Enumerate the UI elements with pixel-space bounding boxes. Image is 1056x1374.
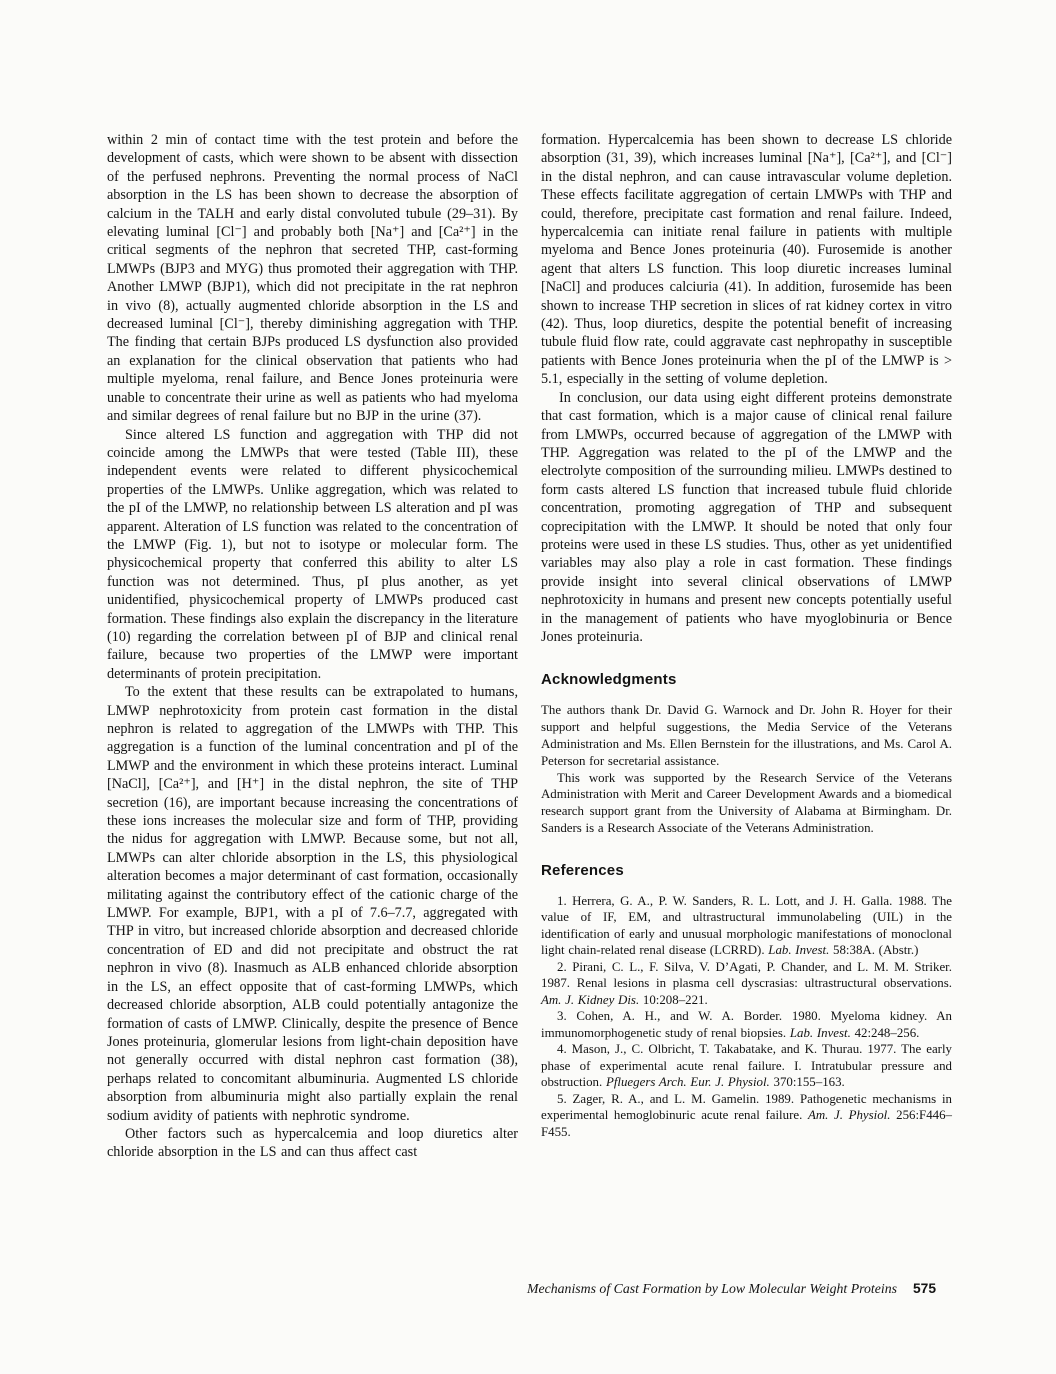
reference-text: 4. Mason, J., C. Olbricht, T. Takabatake, and K. Thurau. 1977. The early phase of experimental acute renal failure. I. Intratubular pressure and obstruction. [541, 1042, 952, 1090]
acknowledgments-heading: Acknowledgments [541, 671, 677, 689]
reference-journal: Am. J. Physiol. [807, 1108, 891, 1123]
reference-item [541, 1008, 952, 1041]
reference-item [541, 1041, 952, 1091]
references-section [541, 862, 952, 1141]
body-paragraph: Other factors such as hypercalcemia and loop diuretics alter chloride absorption in the LS and can thus affect cast [107, 1125, 518, 1161]
reference-text: 3. Cohen, A. H., and W. A. Border. 1980. Myeloma kidney. An immunomorphogenetic study of renal biopsies. [541, 1009, 952, 1040]
reference-locator: 10:208–221. [639, 992, 708, 1007]
page-footer [527, 1280, 936, 1298]
page-content [107, 131, 952, 1162]
body-paragraph: within 2 min of contact time with the test protein and before the development of casts, which were shown to be absent with dissection of the perfused nephrons. Preventing the normal process of NaCl absorption in the LS has been shown to decrease the absorption of calcium in the TALH and early distal convoluted tubule (29–31). By elevating luminal [Cl⁻] and probably both [Na⁺] and [Ca²⁺] in the critical segments of the nephron that secreted THP, cast-forming LMWPs (BJP3 and MYG) thus promoted their aggregation with THP. Another LMWP (BJP1), which did not precipitate in the rat nephron in vivo (8), actually augmented chloride absorption in the LS and decreased luminal [Cl⁻], thereby diminishing aggregation with THP. The finding that certain BJPs produced LS dysfunction also provided an explanation for the clinical observation that patients who had multiple myeloma, renal failure, and Bence Jones proteinuria were unable to concentrate their urine as well as patients who had myeloma and similar degrees of renal failure but no BJP in the urine (37). [107, 132, 518, 425]
reference-journal: Lab. Invest. [789, 1025, 851, 1040]
page-number: 575 [912, 1281, 936, 1296]
body-paragraph: Since altered LS function and aggregation with THP did not coincide among the LMWPs that were tested (Table III), these independent events were related to different physicochemical properties of the LMWPs. Unlike aggregation, which was related to the pI of the LMWP, no relationship between LS alteration and pI was apparent. Alteration of LS function was related to the concentration of the LMWP (Fig. 1), but not to isotype or molecular form. The physicochemical property that conferred this ability to alter LS function was not determined. Thus, pI plus another, as yet unidentified, physicochemical property of LMWPs produced cast formation. These findings also explain the discrepancy in the literature (10) regarding the correlation between pI of BJP and clinical renal failure, because two properties of the LMWP were important determinants of protein precipitation. [107, 426, 518, 682]
reference-locator: 42:248–256. [850, 1025, 920, 1040]
reference-text: 5. Zager, R. A., and L. M. Gamelin. 1989. Pathogenetic mechanisms in experimental hemoglobinuric acute renal failure. [541, 1091, 952, 1123]
reference-text: 1. Herrera, G. A., P. W. Sanders, R. L. Lott, and J. H. Galla. 1988. The value of IF, EM, and ultrastructural immunolabeling (UIL) in the identification of early and unusual morphologic manifestations of monoclonal light chain-related renal disease (LCRRD). [541, 893, 952, 958]
reference-item [541, 1091, 952, 1141]
left-column [107, 131, 518, 1162]
acknowledgments-paragraph: The authors thank Dr. David G. Warnock and Dr. John R. Hoyer for their support and helpful suggestions, the Media Service of the Veterans Administration and Ms. Ellen Bernstein for the illustrations, and Ms. Carol A. Peterson for secretarial assistance. [541, 703, 952, 768]
acknowledgments-body [541, 702, 952, 836]
reference-locator: 256:F446–F455. [541, 1108, 952, 1139]
reference-journal: Pfluegers Arch. Eur. J. Physiol. [605, 1075, 770, 1090]
body-paragraph: In conclusion, our data using eight different proteins demonstrate that cast formation, which is a major cause of clinical renal failure from LMWPs, occurred because of aggregation of the LMWP with THP. Aggregation was related to the pI of the LMWP and the electrolyte composition of the surrounding milieu. LMWPs destined to form casts altered LS function that increased tubule fluid chloride concentration, promoting aggregation of THP and subsequent coprecipitation with the LMWP. It should be noted that only four proteins were used in these LS studies. Thus, other as yet unidentified variables may also play a role in cast formation. These findings provide insight into several clinical observations of LMWP nephrotoxicity in humans and present new concepts potentially useful in the management of patients who have myoglobinuria or Bence Jones proteinuria. [541, 389, 952, 645]
references-heading: References [541, 861, 624, 879]
reference-text: 2. Pirani, C. L., F. Silva, V. D’Agati, P. Chander, and L. M. M. Striker. 1987. Renal lesions in plasma cell dyscrasias: ultrastructural observations. [541, 959, 952, 991]
reference-journal: Lab. Invest. [768, 943, 830, 958]
body-paragraph: formation. Hypercalcemia has been shown to decrease LS chloride absorption (31, 39), which increases luminal [Na⁺], [Ca²⁺], and [Cl⁻] in the distal nephron, and can cause intravascular volume depletion. These effects facilitate aggregation of certain LMWPs with THP and could, therefore, precipitate cast formation and renal failure. Indeed, hypercalcemia can initiate renal failure in patients with multiple myeloma and Bence Jones proteinuria (40). Furosemide is another agent that alters LS function. This loop diuretic increases luminal [NaCl] and produces calciuria (41). In addition, furosemide has been shown to increase THP secretion in slices of rat kidney cortex in vitro (42). Thus, loop diuretics, despite the potential benefit of increasing tubule fluid flow rate, could aggravate cast nephropathy in susceptible patients with Bence Jones proteinuria when the pI of the LMWP is > 5.1, especially in the setting of volume depletion. [541, 132, 952, 388]
reference-item [541, 893, 952, 959]
reference-locator: 370:155–163. [769, 1075, 845, 1090]
right-column [541, 131, 952, 1162]
references-list [541, 893, 952, 1141]
reference-item [541, 959, 952, 1009]
reference-locator: 58:38A. (Abstr.) [829, 943, 919, 958]
body-paragraph: To the extent that these results can be extrapolated to humans, LMWP nephrotoxicity from protein cast formation in the distal nephron is related to aggregation of the LMWPs with THP. This aggregation is a function of the luminal concentration and pI of the LMWP and the environment in which these proteins interact. Luminal [NaCl], [Ca²⁺], and [H⁺] in the distal nephron, the site of THP secretion (16), are important because increasing the concentrations of these ions increases the molecular size and form of THP, providing the nidus for aggregation with LMWP. Because some, but not all, LMWPs can alter chloride absorption in the LS, this physiological alteration becomes a major determinant of cast formation, occasionally militating against the contributory effect of the cationic charge of the LMWP. For example, BJP1, with a pI of 7.6–7.7, aggregated with THP in vitro, but increased chloride absorption and decreased chloride concentration of ED and did not precipitate and obstruct the rat nephron in vivo (8). Inasmuch as ALB enhanced chloride absorption in the LS, an effect opposite that of cast-forming LMWPs, which decreased chloride absorption, ALB could potentially antagonize the formation of casts of LMWP. Clinically, despite the presence of Bence Jones proteinuria, glomerular lesions from light-chain deposition have not generally occurred with distal nephron cast formation (38), perhaps related to concomitant albuminuria. Augmented LS chloride absorption from albuminuria might also partially explain the renal sodium avidity of patients with nephrotic syndrome. [107, 684, 519, 1124]
right-column-body [541, 131, 952, 646]
acknowledgments-paragraph: This work was supported by the Research Service of the Veterans Administration with Merit and Career Development Awards and a biomedical research support grant from the University of Alabama at Birmingham. Dr. Sanders is a Research Associate of the Veterans Administration. [541, 770, 952, 835]
acknowledgments-section [541, 671, 952, 836]
reference-journal: Am. J. Kidney Dis. [541, 992, 640, 1007]
running-title: Mechanisms of Cast Formation by Low Molecular Weight Proteins [527, 1281, 897, 1296]
